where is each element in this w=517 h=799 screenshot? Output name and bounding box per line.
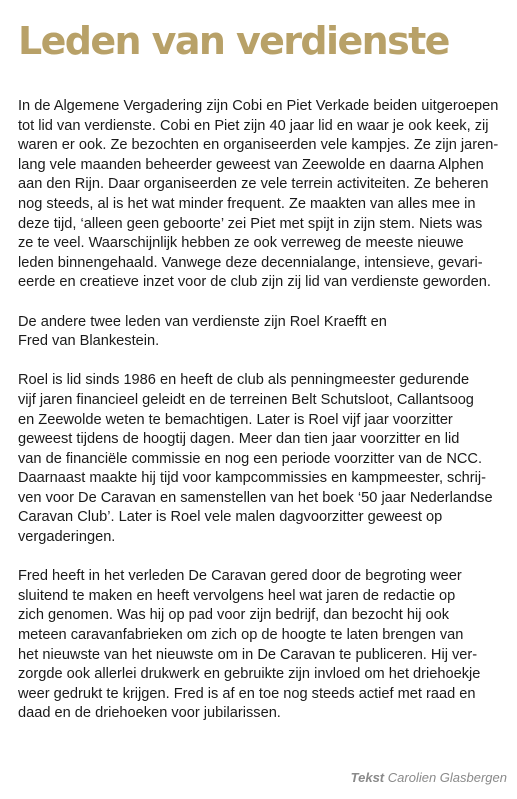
text-line: De andere twee leden van verdienste zijn Roel Kraefft en (18, 313, 387, 330)
author-credit (351, 770, 507, 785)
text-line: deze tijd, ‘alleen geen geboorte’ zei Piet met spijt in zijn stem. Niets was (18, 215, 483, 232)
text-line: zich genomen. Was hij op pad voor zijn bedrijf, dan bezocht hij ook (18, 607, 450, 624)
text-line: Fred heeft in het verleden De Caravan gered door de begroting weer (18, 568, 462, 585)
text-line: tot lid van verdienste. Cobi en Piet zijn 40 jaar lid en waar je ook keek, zij (18, 117, 489, 134)
text-line: In de Algemene Vergadering zijn Cobi en Piet Verkade beiden uitgeroepen (18, 98, 499, 114)
paragraph-fred (18, 567, 510, 724)
text-line: vergaderingen. (18, 529, 116, 546)
text-line: ven voor De Caravan en samenstellen van het boek ‘50 jaar Nederlandse (18, 489, 493, 506)
text-line: geweest tijdens de hoogtij dagen. Meer dan tien jaar voorzitter en lid (18, 431, 460, 448)
text-line: en Zeewolde weten te bemachtigen. Later is Roel vijf jaar voorzitter (18, 411, 453, 428)
text-line: vijf jaren financieel geleidt en de terreinen Belt Schutsloot, Callantsoog (18, 391, 474, 408)
text-line: aan den Rijn. Daar organiseerden ze vele terrein activiteiten. Ze beheren (18, 176, 489, 193)
text-line: daad en de driehoeken voor jubilarissen. (18, 705, 281, 722)
credit-author: Carolien Glasbergen (387, 770, 507, 785)
paragraph-roel (18, 371, 510, 547)
text-line: lang vele maanden beheerder geweest van Zeewolde en daarna Alphen (18, 156, 484, 173)
text-line: Caravan Club’. Later is Roel vele malen dagvoorzitter geweest op (18, 509, 443, 526)
text-line: waren er ook. Ze bezochten en organiseerden vele kampjes. Ze zijn jaren- (18, 137, 499, 154)
text-line: sluitend te maken en heeft vervolgens heel wat jaren de redactie op (18, 587, 456, 604)
text-line: Fred van Blankestein. (18, 333, 160, 350)
paragraph-verkade (18, 97, 510, 293)
article-body (18, 97, 510, 744)
text-line: het nieuwste van het nieuwste om in De Caravan te publiceren. Hij ver- (18, 646, 478, 663)
text-line: ze te veel. Waarschijnlijk hebben ze ook verreweg de meeste nieuwe (18, 235, 464, 252)
page-title: Leden van verdienste (18, 19, 449, 63)
text-line: van de financiële commissie en nog een periode voorzitter van de NCC. (18, 450, 483, 467)
text-line: leden binnengehaald. Vanwege deze decennialange, intensieve, gevari- (18, 254, 483, 271)
text-line: meteen caravanfabrieken om zich op de hoogte te laten brengen van (18, 627, 464, 644)
credit-label: Tekst (350, 770, 385, 785)
text-line: Roel is lid sinds 1986 en heeft de club als penningmeester gedurende (18, 372, 470, 389)
text-line: zorgde ook allerlei drukwerk en gebruikte zijn invloed om het driehoekje (18, 666, 481, 683)
paragraph-intro-others (18, 313, 510, 352)
text-line: eerde en creatieve inzet voor de club zijn zij lid van verdienste geworden. (18, 274, 491, 291)
text-line: weer gedrukt te krijgen. Fred is af en toe nog steeds actief met raad en (18, 685, 476, 702)
text-line: nog steeds, al is het wat minder frequent. Ze maakten van alles mee in (18, 195, 476, 212)
text-line: Daarnaast maakte hij tijd voor kampcommissies en kampmeester, schrij- (18, 470, 486, 487)
